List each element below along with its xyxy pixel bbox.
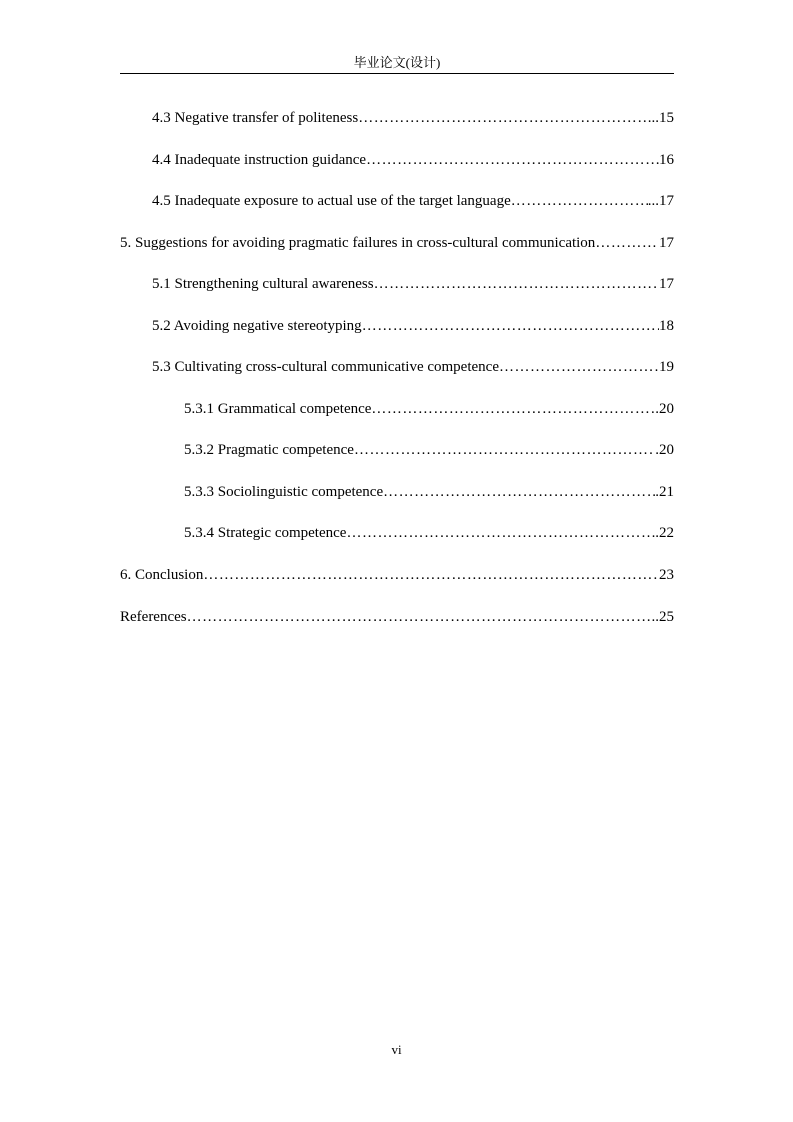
toc-entry-5-3-4[interactable] <box>184 522 674 544</box>
toc-entry-page: .21 <box>655 484 674 500</box>
toc-leader-dots <box>374 273 659 295</box>
toc-entry-title: 4.5 Inadequate exposure to actual use of the target language <box>152 193 511 209</box>
toc-leader-dots <box>499 356 659 378</box>
toc-leader-dots <box>383 481 655 503</box>
toc-entry-references[interactable] <box>120 606 674 628</box>
toc-leader-dots <box>346 522 655 544</box>
toc-entry-page: .20 <box>655 401 674 417</box>
toc-entry-page: 23 <box>659 567 674 583</box>
page-number: vi <box>391 1042 402 1057</box>
toc-leader-dots <box>203 564 659 586</box>
toc-entry-title: 4.3 Negative transfer of politeness <box>152 110 359 126</box>
toc-entry-title: 6. Conclusion <box>120 567 204 583</box>
toc-entry-5-3-2[interactable] <box>184 439 674 461</box>
toc-entry-page: ..25 <box>651 609 674 625</box>
toc-entry-5-3[interactable] <box>152 356 674 378</box>
toc-leader-dots <box>187 606 652 628</box>
toc-entry-title: 5.2 Avoiding negative stereotyping <box>152 318 362 334</box>
toc-entry-4-5[interactable] <box>152 190 674 212</box>
toc-entry-page: .20 <box>655 442 674 458</box>
toc-entry-4-4[interactable] <box>152 149 674 171</box>
toc-entry-page: ...15 <box>647 110 674 126</box>
toc-leader-dots <box>362 315 659 337</box>
toc-entry-5[interactable] <box>120 232 674 254</box>
toc-entry-page: 18 <box>659 318 674 334</box>
toc-entry-title: 5.1 Strengthening cultural awareness <box>152 276 374 292</box>
toc-entry-5-2[interactable] <box>152 315 674 337</box>
toc-leader-dots <box>595 232 659 254</box>
toc-entry-title: 5.3.2 Pragmatic competence <box>184 442 354 458</box>
toc-entry-title: 5.3.3 Sociolinguistic competence <box>184 484 384 500</box>
toc-leader-dots <box>354 439 655 461</box>
toc-entry-title: 5.3.4 Strategic competence <box>184 525 347 541</box>
toc-leader-dots <box>511 190 648 212</box>
toc-leader-dots <box>358 107 648 129</box>
toc-entry-5-3-1[interactable] <box>184 398 674 420</box>
toc-entry-title: 5. Suggestions for avoiding pragmatic failures in cross-cultural communication <box>120 235 596 251</box>
toc-entry-6[interactable] <box>120 564 674 586</box>
toc-entry-title: 5.3 Cultivating cross-cultural communicative competence <box>152 359 499 375</box>
toc-entry-title: 5.3.1 Grammatical competence <box>184 401 372 417</box>
toc-entry-5-3-3[interactable] <box>184 481 674 503</box>
toc-leader-dots <box>366 149 659 171</box>
toc-entry-title: 4.4 Inadequate instruction guidance <box>152 152 367 168</box>
toc-entry-5-1[interactable] <box>152 273 674 295</box>
toc-entry-page: 17 <box>659 276 674 292</box>
toc-entry-title: References <box>120 609 187 625</box>
page-header-title: 毕业论文(设计) <box>353 55 441 70</box>
toc-entry-page: .22 <box>655 525 674 541</box>
toc-entry-4-3[interactable] <box>152 107 674 129</box>
toc-entry-page: 16 <box>659 152 674 168</box>
toc-entry-page: 19 <box>659 359 674 375</box>
toc-entry-page: 17 <box>659 235 674 251</box>
toc-leader-dots <box>371 398 655 420</box>
toc-entry-page: ...17 <box>647 193 674 209</box>
